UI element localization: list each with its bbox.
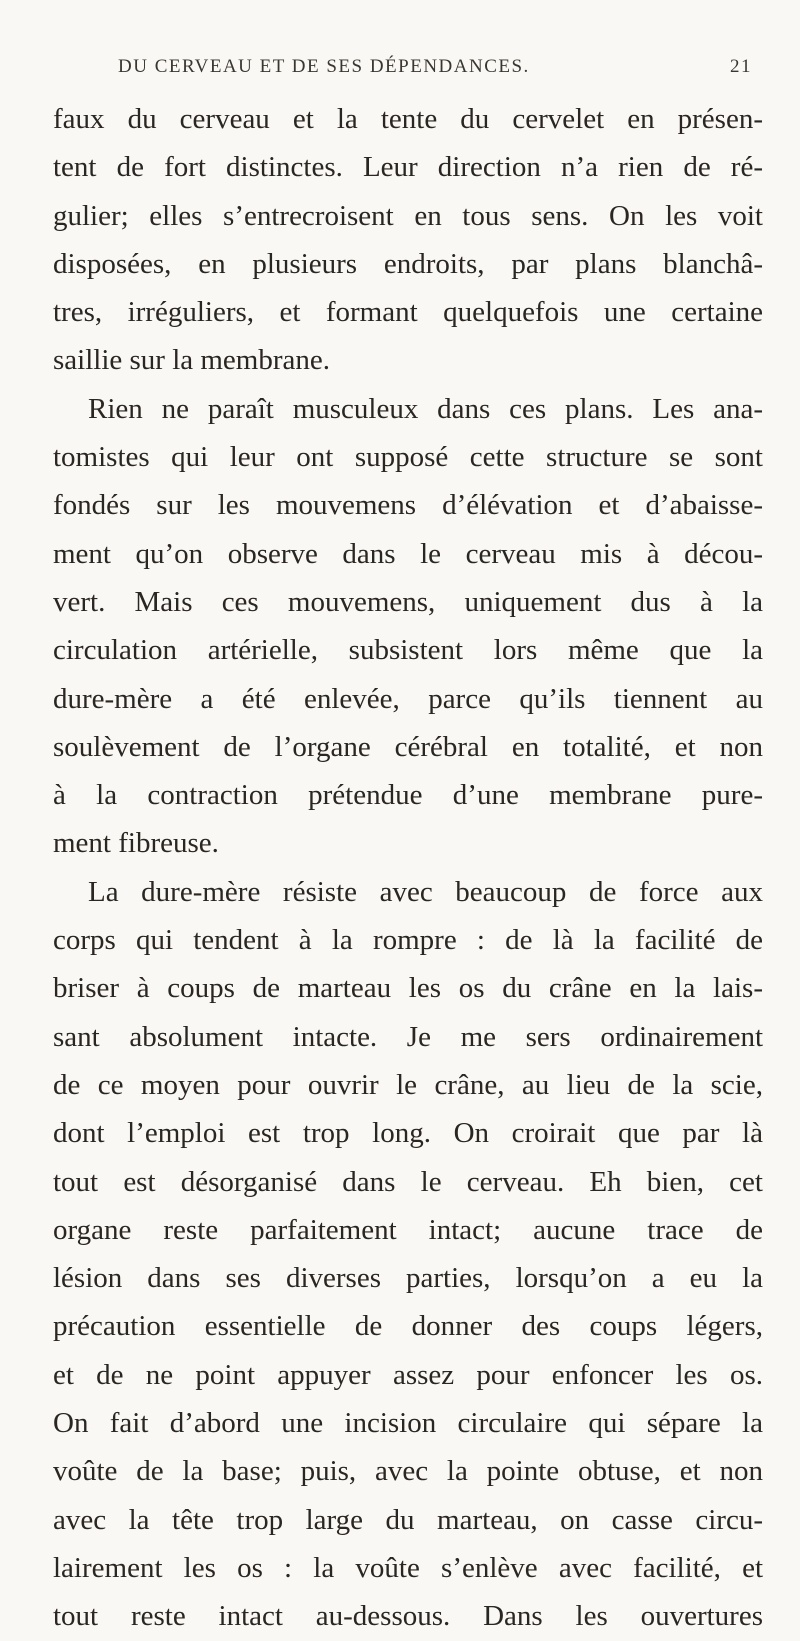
paragraph-start-line: Rien ne paraît musculeux dans ces plans. Les ana-	[88, 392, 763, 425]
text-line: gulier; elles s’entrecroisent en tous sens. On les voit	[53, 199, 763, 232]
text-line: précaution essentielle de donner des coups légers,	[53, 1310, 763, 1343]
text-line: organe reste parfaitement intact; aucune trace de	[53, 1213, 763, 1246]
text-line: et de ne point appuyer assez pour enfoncer les os.	[53, 1358, 763, 1391]
text-line: corps qui tendent à la rompre : de là la facilité de	[53, 924, 763, 957]
paragraph-end-line: saillie sur la membrane.	[53, 344, 331, 377]
text-line: lairement les os : la voûte s’enlève avec facilité, et	[53, 1551, 763, 1584]
text-line: fondés sur les mouvemens d’élévation et d’abaisse-	[53, 489, 763, 522]
text-line: faux du cerveau et la tente du cervelet en présen-	[53, 103, 763, 135]
text-line: tres, irréguliers, et formant quelquefois une certaine	[53, 296, 763, 329]
text-line: circulation artérielle, subsistent lors même que la	[53, 634, 763, 667]
running-head-title: DU CERVEAU ET DE SES DÉPENDANCES.	[118, 56, 530, 77]
text-line: tomistes qui leur ont supposé cette structure se sont	[53, 441, 763, 474]
text-line: tout reste intact au-dessous. Dans les ouvertures	[53, 1600, 763, 1633]
text-line: dure-mère a été enlevée, parce qu’ils tiennent au	[53, 682, 763, 715]
paragraph-start-line: La dure-mère résiste avec beaucoup de force aux	[88, 875, 763, 908]
text-line: avec la tête trop large du marteau, on casse circu-	[53, 1503, 763, 1536]
paragraph-end-line: ment fibreuse.	[53, 827, 219, 860]
body-text	[53, 95, 763, 1641]
text-line: dont l’emploi est trop long. On croirait que par là	[53, 1117, 763, 1150]
text-line: de ce moyen pour ouvrir le crâne, au lieu de la scie,	[53, 1068, 763, 1101]
text-line: ment qu’on observe dans le cerveau mis à décou-	[53, 537, 763, 570]
page-number: 21	[730, 56, 752, 77]
running-head	[118, 56, 752, 86]
text-line: disposées, en plusieurs endroits, par plans blanchâ-	[53, 247, 763, 280]
text-line: soulèvement de l’organe cérébral en totalité, et non	[53, 730, 763, 763]
text-line: voûte de la base; puis, avec la pointe obtuse, et non	[53, 1455, 763, 1488]
text-line: lésion dans ses diverses parties, lorsqu’on a eu la	[53, 1262, 763, 1295]
text-line: tout est désorganisé dans le cerveau. Eh bien, cet	[53, 1165, 763, 1198]
text-line: tent de fort distinctes. Leur direction n’a rien de ré-	[53, 151, 763, 184]
text-line: briser à coups de marteau les os du crâne en la lais-	[53, 972, 763, 1005]
text-line: On fait d’abord une incision circulaire qui sépare la	[53, 1407, 763, 1440]
text-line: sant absolument intacte. Je me sers ordinairement	[53, 1020, 763, 1053]
text-line: vert. Mais ces mouvemens, uniquement dus à la	[53, 585, 763, 618]
text-line: à la contraction prétendue d’une membrane pure-	[53, 779, 763, 812]
